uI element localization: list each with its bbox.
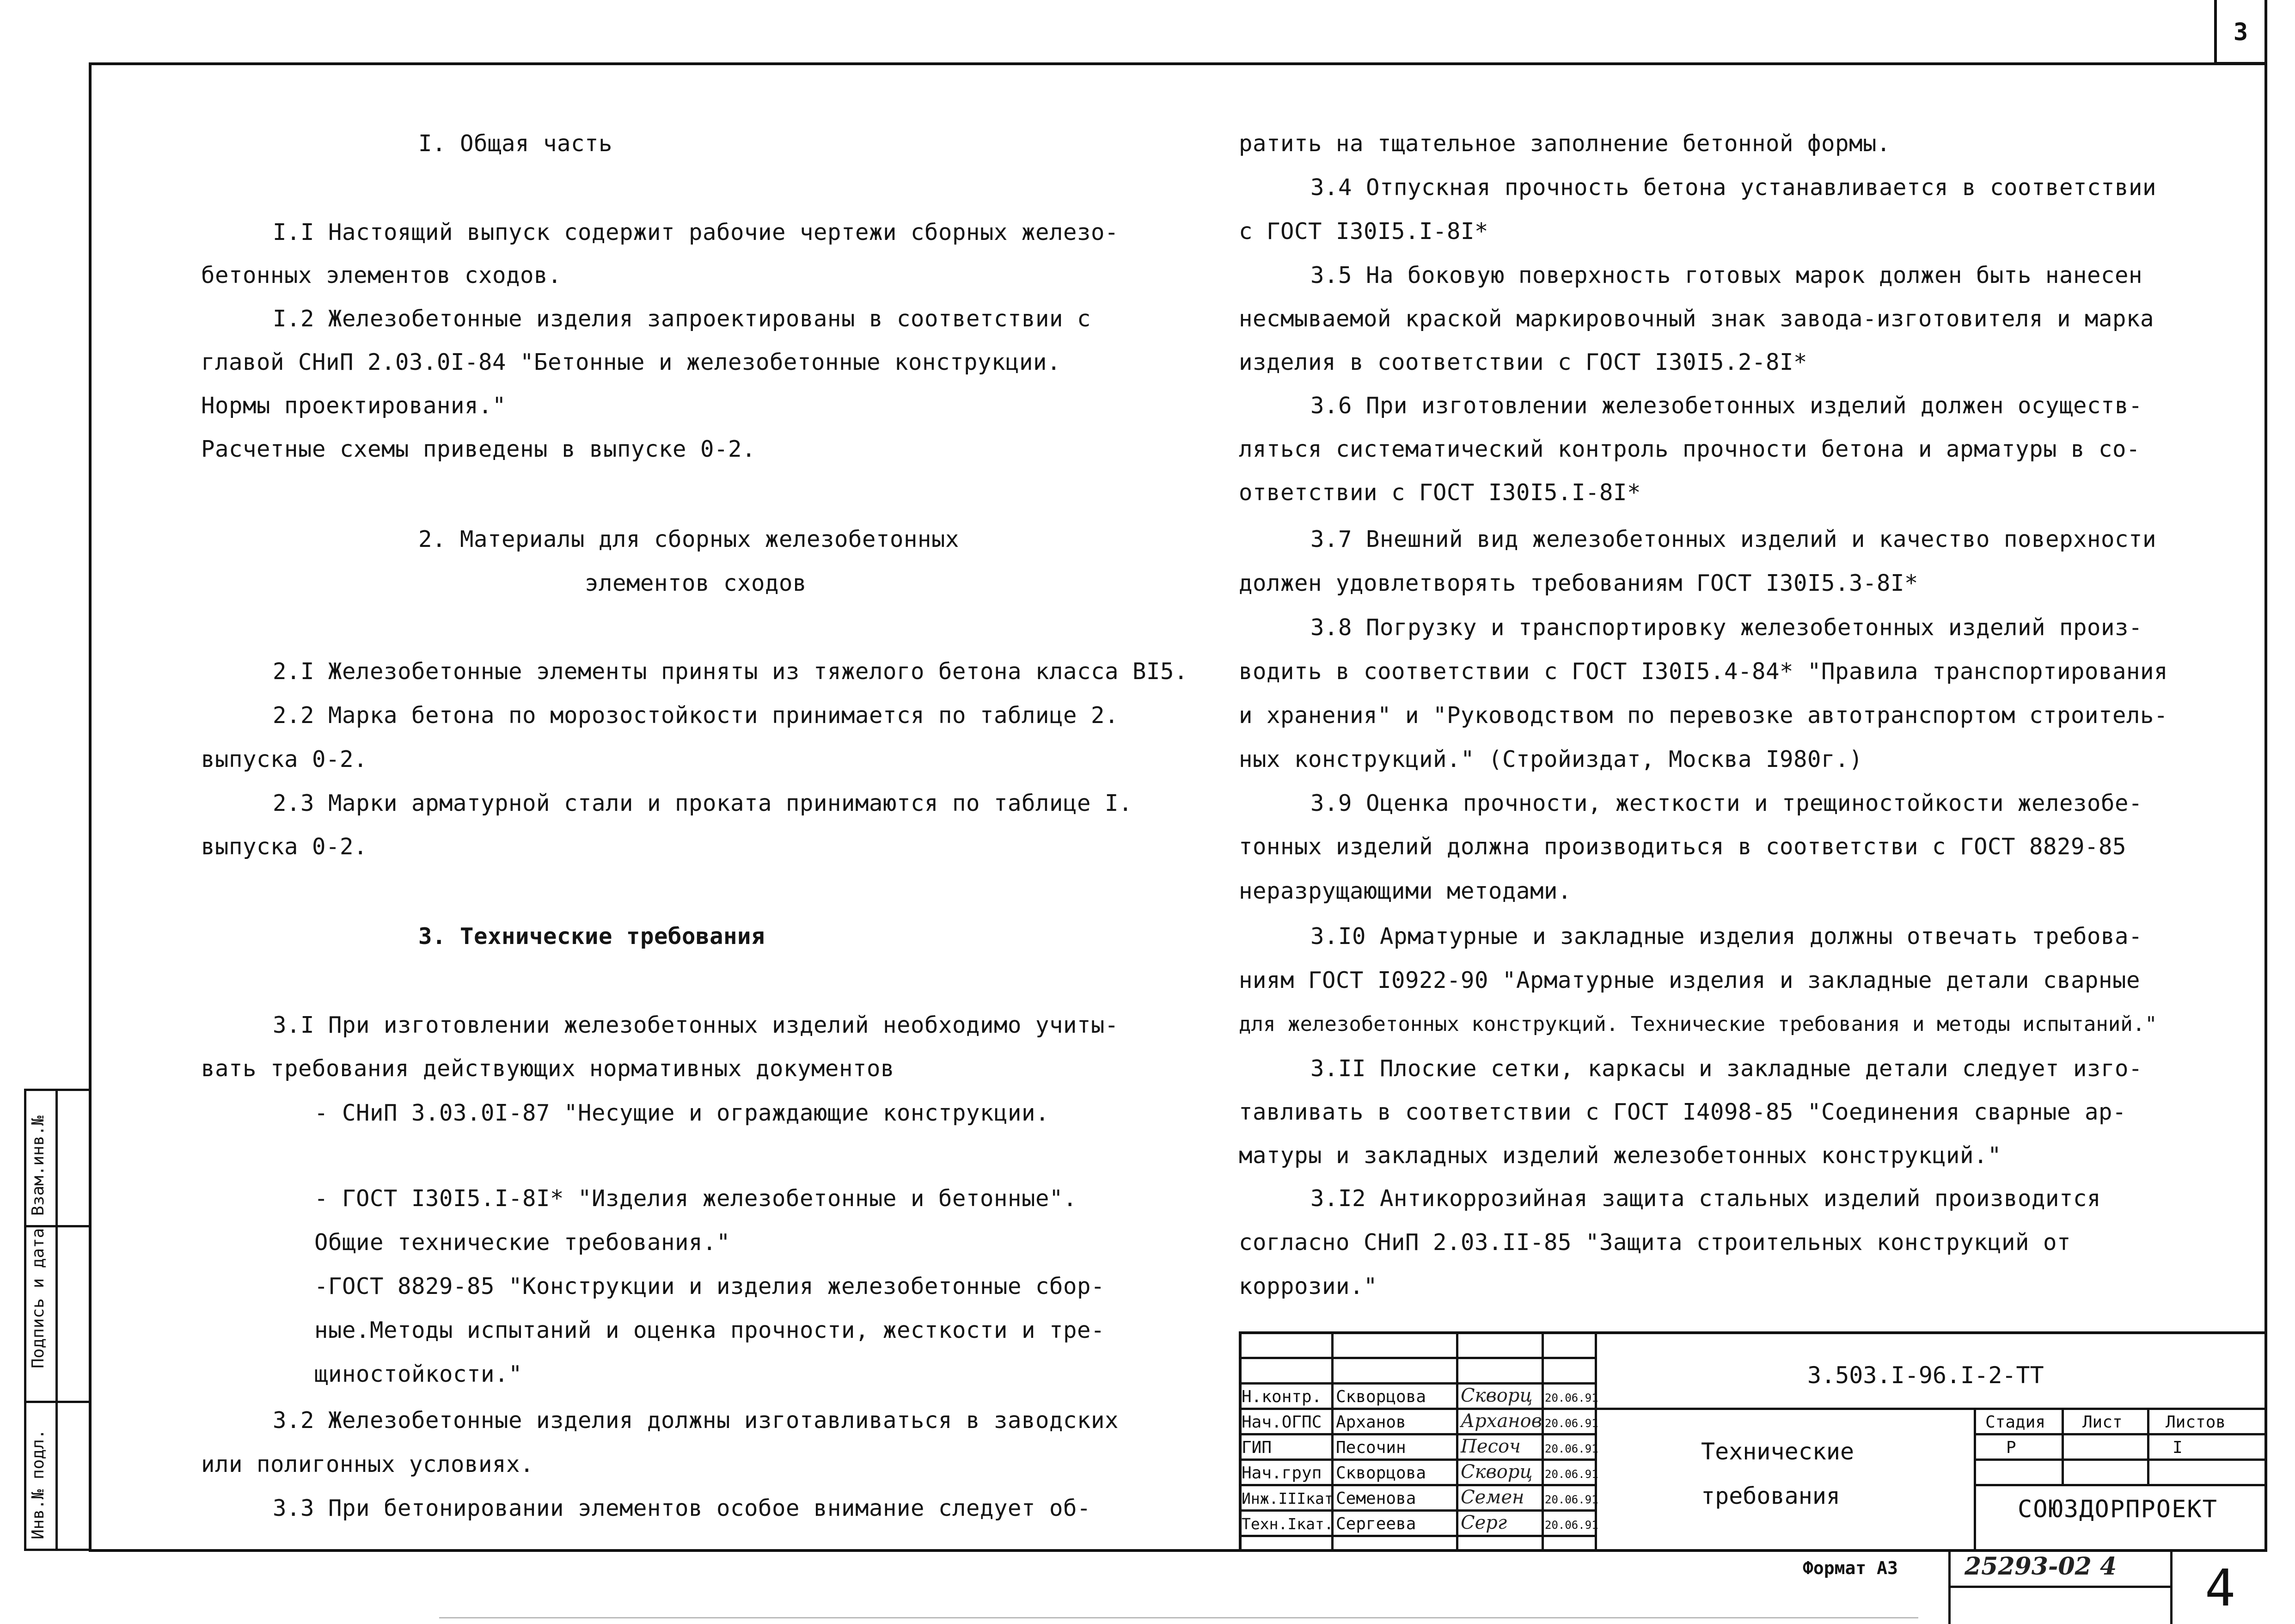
page-number-box: [2214, 0, 2267, 65]
paragraph-line: 3.8 Погрузку и транспортировку железобетонных изделий произ-: [1310, 614, 2143, 641]
stamp-signature: Серг: [1461, 1512, 1507, 1533]
stamp-date: 20.06.91: [1545, 1468, 1598, 1481]
stamp-date: 20.06.91: [1545, 1442, 1598, 1455]
stamp-role: ГИП: [1242, 1438, 1272, 1457]
paragraph-line: 3.II Плоские сетки, каркасы и закладные детали следует изго-: [1310, 1055, 2143, 1082]
sheets-header: Листов: [2166, 1413, 2226, 1432]
stamp-role: Нач.ОГПС: [1242, 1413, 1322, 1432]
paragraph-line: с ГОСТ I30I5.I-8I*: [1239, 218, 1489, 245]
stage-header: Стадия: [1985, 1413, 2046, 1432]
doc-code: 3.503.I-96.I-2-TT: [1807, 1362, 2044, 1389]
heading-materials-cont: элементов сходов: [585, 570, 807, 596]
stamp-signature: Песоч: [1461, 1436, 1521, 1457]
heading-general: I. Общая часть: [418, 130, 613, 157]
side-stamp-podpis: Подпись и дата: [29, 1228, 48, 1368]
scan-artifact: [439, 1617, 1918, 1618]
paragraph-line: 3.6 При изготовлении железобетонных изделий должен осуществ-: [1310, 392, 2143, 419]
paragraph-line: 3.I2 Антикоррозийная защита стальных изделий производится: [1310, 1185, 2101, 1212]
stamp-name: Семенова: [1336, 1489, 1416, 1508]
paragraph-line: 3.4 Отпускная прочность бетона устанавливается в соответствии: [1310, 174, 2157, 201]
stamp-role: Техн.Iкат.: [1242, 1515, 1334, 1533]
paragraph-line: бетонных элементов сходов.: [201, 262, 562, 288]
paragraph-line: коррозии.": [1239, 1273, 1378, 1299]
stamp-signature: Семен: [1461, 1487, 1524, 1508]
paragraph-line: Нормы проектирования.": [201, 392, 507, 419]
stamp-signature: Арханов: [1461, 1410, 1542, 1432]
paragraph-line: 3.5 На боковую поверхность готовых марок должен быть нанесен: [1310, 262, 2143, 288]
paragraph-line: -ГОСТ 8829-85 "Конструкции и изделия железобетонные сбор-: [314, 1273, 1105, 1299]
stamp-signature: Скворц: [1461, 1461, 1533, 1483]
sheets-value: I: [2173, 1438, 2183, 1457]
paragraph-line: ответствии с ГОСТ I30I5.I-8I*: [1239, 479, 1641, 506]
stamp-name: Сергеева: [1336, 1514, 1416, 1533]
stamp-name: Скворцова: [1336, 1387, 1426, 1406]
paragraph-line: 3.I При изготовлении железобетонных изделий необходимо учиты-: [273, 1012, 1119, 1038]
stamp-date: 20.06.91: [1545, 1519, 1598, 1532]
paragraph-line: 3.7 Внешний вид железобетонных изделий и качество поверхности: [1310, 526, 2157, 552]
paragraph-line: щиностойкости.": [314, 1361, 523, 1387]
paragraph-line: тонных изделий должна производиться в соответстви с ГОСТ 8829-85: [1239, 833, 2127, 860]
stamp-role: Н.контр.: [1242, 1387, 1322, 1406]
stamp-signature: Скворц: [1461, 1385, 1533, 1406]
paragraph-line: Общие технические требования.": [314, 1229, 731, 1256]
stamp-date: 20.06.91: [1545, 1493, 1598, 1506]
stamp-date: 20.06.91: [1545, 1417, 1598, 1430]
stamp-date: 20.06.91: [1545, 1391, 1598, 1404]
paragraph-line: должен удовлетворять требованиям ГОСТ I30I5.3-8I*: [1239, 570, 1919, 596]
side-stamp-inv: Инв.№ подл.: [29, 1429, 48, 1539]
corner-number: 4: [2205, 1558, 2236, 1618]
paragraph-line: - СНиП 3.03.0I-87 "Несущие и ограждающие конструкции.: [314, 1100, 1050, 1126]
paragraph-line: тавливать в соответствии с ГОСТ I4098-85 "Соединения сварные ар-: [1239, 1099, 2127, 1125]
paragraph-line: 3.9 Оценка прочности, жесткости и трещиностойкости железобе-: [1310, 790, 2143, 816]
paragraph-line: для железобетонных конструкций. Технические требования и методы испытаний.": [1239, 1012, 2157, 1036]
sheet-header: Лист: [2082, 1413, 2123, 1432]
paragraph-line: 2.2 Марка бетона по морозостойкости принимается по таблице 2.: [273, 702, 1119, 729]
paragraph-line: выпуска 0-2.: [201, 833, 368, 860]
paragraph-line: ных конструкций." (Стройиздат, Москва I980г.): [1239, 746, 1863, 772]
paragraph-line: 3.2 Железобетонные изделия должны изготавливаться в заводских: [273, 1407, 1119, 1434]
stamp-name: Арханов: [1336, 1413, 1406, 1432]
paragraph-line: изделия в соответствии с ГОСТ I30I5.2-8I*: [1239, 349, 1808, 375]
stamp-title-2: требования: [1701, 1483, 1841, 1509]
paragraph-line: вать требования действующих нормативных документов: [201, 1055, 895, 1082]
paragraph-line: ратить на тщательное заполнение бетонной формы.: [1239, 130, 1891, 157]
paragraph-line: 3.I0 Арматурные и закладные изделия должны отвечать требова-: [1310, 923, 2143, 950]
page-number: 3: [2233, 18, 2248, 46]
paragraph-line: I.2 Железобетонные изделия запроектированы в соответствии с: [273, 306, 1091, 332]
format-label: Формат А3: [1803, 1558, 1898, 1578]
paragraph-line: неразрущающими методами.: [1239, 878, 1572, 904]
stage-value: Р: [2006, 1438, 2016, 1457]
stamp-role: Нач.груп: [1242, 1464, 1322, 1483]
paragraph-line: I.I Настоящий выпуск содержит рабочие чертежи сборных железо-: [273, 219, 1119, 245]
stamp-name: Скворцова: [1336, 1464, 1426, 1483]
paragraph-line: ные.Методы испытаний и оценка прочности, жесткости и тре-: [314, 1317, 1105, 1343]
paragraph-line: выпуска 0-2.: [201, 746, 368, 772]
paragraph-line: - ГОСТ I30I5.I-8I* "Изделия железобетонные и бетонные".: [314, 1185, 1077, 1212]
paragraph-line: 3.3 При бетонировании элементов особое внимание следует об-: [273, 1495, 1091, 1521]
paragraph-line: матуры и закладных изделий железобетонных конструкций.": [1239, 1142, 2002, 1169]
paragraph-line: несмываемой краской маркировочный знак завода-изготовителя и марка: [1239, 306, 2154, 332]
paragraph-line: или полигонных условиях.: [201, 1451, 534, 1477]
stamp-title-1: Технические: [1701, 1438, 1854, 1465]
paragraph-line: согласно СНиП 2.03.II-85 "Защита строительных конструкций от: [1239, 1229, 2071, 1256]
paragraph-line: главой СНиП 2.03.0I-84 "Бетонные и железобетонные конструкции.: [201, 349, 1061, 375]
inventory-number: 25293-02 4: [1965, 1552, 2117, 1581]
organization: СОЮЗДОРПРОЕКТ: [2018, 1495, 2218, 1523]
paragraph-line: ниям ГОСТ I0922-90 "Арматурные изделия и закладные детали сварные: [1239, 967, 2141, 993]
paragraph-line: 2.I Железобетонные элементы приняты из тяжелого бетона класса BI5.: [273, 658, 1188, 685]
stamp-role: Инж.IIIкат: [1242, 1489, 1334, 1508]
stamp-name: Песочин: [1336, 1438, 1406, 1457]
paragraph-line: 2.3 Марки арматурной стали и проката принимаются по таблице I.: [273, 790, 1133, 816]
paragraph-line: Расчетные схемы приведены в выпуске 0-2.: [201, 436, 756, 462]
side-stamp-vzam: Взам.инв.№: [29, 1115, 48, 1216]
paragraph-line: и хранения" и "Руководством по перевозке автотранспортом строитель-: [1239, 702, 2168, 729]
heading-materials: 2. Материалы для сборных железобетонных: [418, 526, 960, 552]
paragraph-line: ляться систематический контроль прочности бетона и арматуры в со-: [1239, 436, 2141, 462]
heading-technical: 3. Технические требования: [418, 923, 765, 950]
paragraph-line: водить в соответствии с ГОСТ I30I5.4-84* "Правила транспортирования: [1239, 658, 2168, 685]
